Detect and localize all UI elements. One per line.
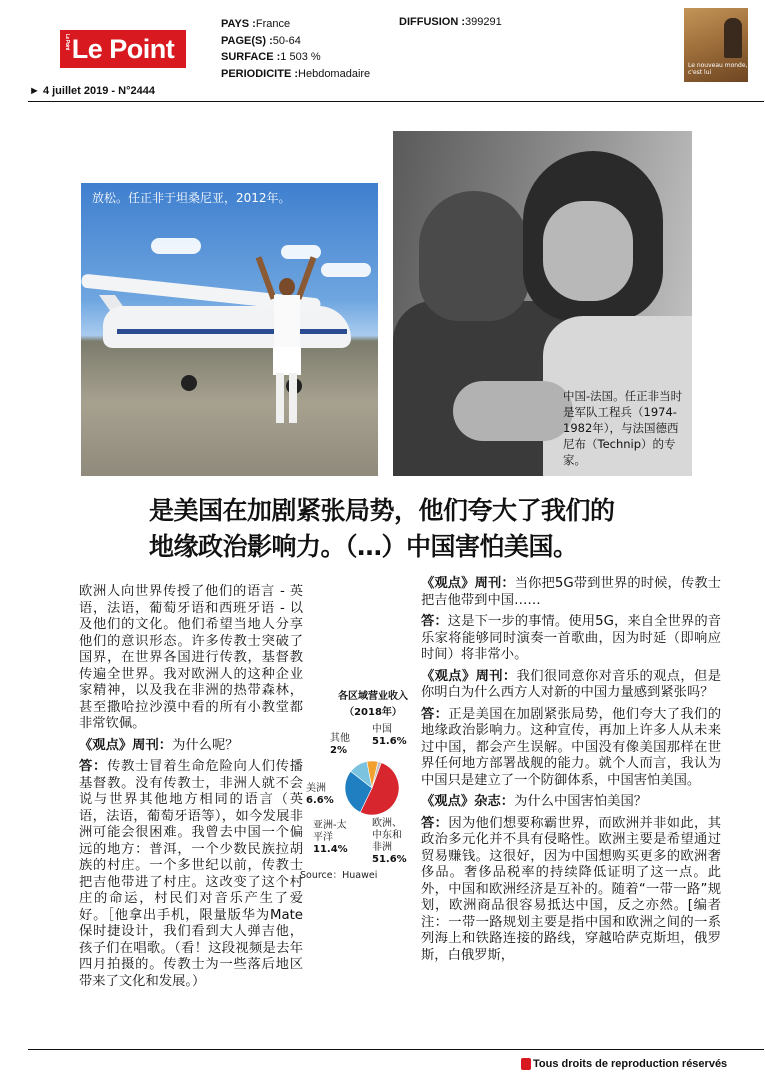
pie-label-value: 6.6% xyxy=(306,795,334,806)
photo-right-caption: 中国-法国。任正非当时是军队工程兵（1974-1982年），与法国德西尼布（Technip）的专家。 xyxy=(563,389,683,467)
paragraph xyxy=(79,738,303,755)
pie-label-value: 51.6% xyxy=(372,854,407,865)
diffusion-value: 399291 xyxy=(465,16,502,28)
jumping-man xyxy=(267,278,305,428)
pays-label: PAYS : xyxy=(221,18,256,30)
pages-label: PAGE(S) : xyxy=(221,34,273,47)
paragraph xyxy=(421,816,721,965)
paragraph-text: 因为他们想要称霸世界，而欧洲并非如此，其政治多元化并不具有侵略性。欧洲主要是希望通过贸易赚钱。这很好，因为中国想购买更多的欧洲奢侈品。奢侈品税率的持续降低证明了这一点。此外，中国和欧洲经济是互补的。随着“一带一路”规划，欧洲商品很容易抵达中国，反之亦然。[编者注：一带一路规划主要是指中国和欧洲之间的一系列海上和铁路连接的路线，穿越哈萨克斯坦，俄罗斯，白俄罗斯， xyxy=(421,815,722,963)
pie-label-value: 51.6% xyxy=(372,736,407,747)
cloud xyxy=(151,238,201,254)
publication-logo xyxy=(60,30,186,68)
pie-label-name: 中国 xyxy=(372,724,392,735)
pie-label-value: 2% xyxy=(330,745,347,756)
speaker-label: 答： xyxy=(421,706,449,722)
paragraph xyxy=(421,794,721,811)
pie-label-americas xyxy=(306,783,334,807)
headline: 是美国在加剧紧张局势，他们夸大了我们的地缘政治影响力。（…）中国害怕美国。 xyxy=(149,496,615,561)
paragraph xyxy=(421,614,721,664)
chart-source: Source：Huawei xyxy=(300,870,378,881)
leg xyxy=(289,373,297,423)
paragraph-text: 我们很同意你对音乐的观点，但是你明白为什么西方人对新的中国力量感到紧张吗？ xyxy=(421,668,722,700)
paragraph-text: 为什么呢？ xyxy=(172,737,239,753)
cloud xyxy=(321,263,371,277)
logo-text: Le Point xyxy=(71,34,175,64)
article-column-right xyxy=(421,576,721,969)
photo-left-caption: 放松。任正非于坦桑尼亚，2012年。 xyxy=(92,191,291,205)
surface-value: 1 503 % xyxy=(280,51,321,63)
speaker-label: 《观点》周刊： xyxy=(421,576,515,591)
plane-body xyxy=(103,306,351,348)
pages-value: 50-64 xyxy=(272,34,301,47)
logo-small-text: Le Point xyxy=(64,34,70,50)
pie-label-value: 11.4% xyxy=(313,844,348,855)
pie-label-name: 美洲 xyxy=(306,783,326,794)
pie-label-china xyxy=(372,724,407,748)
chart-title: 各区域营业收入 xyxy=(338,691,408,702)
speaker-label: 《观点》周刊： xyxy=(421,668,517,684)
chart-subtitle: （2018年） xyxy=(344,707,402,718)
pie-label-other xyxy=(330,733,350,757)
rights-notice: Tous droits de reproduction réservés xyxy=(533,1058,728,1070)
shirt xyxy=(274,295,300,347)
speaker-label: 《观点》杂志： xyxy=(421,794,515,809)
paragraph-text: 欧洲人向世界传授了他们的语言 - 英语，法语，葡萄牙语和西班牙语 - 以及他们的文化。他们希望当地人分享他们的意识形态。许多传教士突破了国界，在世界各国进行传教，基督教传遍全世界。我对欧洲人的这种企业家精神，以及我在非洲的热带森林，甚至撒哈拉沙漠中看的所有小教堂都非常钦佩。 xyxy=(79,584,303,731)
pie-label-emea xyxy=(372,818,408,866)
paragraph xyxy=(79,584,303,733)
cover-caption: Le nouveau monde, c'est lui xyxy=(688,62,748,76)
speaker-label: 《观点》周刊： xyxy=(79,737,173,753)
pie-label-name: 其他 xyxy=(330,733,350,744)
paragraph-text: 为什么中国害怕美国？ xyxy=(514,794,648,809)
paragraph-text: 传教士冒着生命危险向人们传播基督教。没有传教士，非洲人就不会说与世界其他地方相同的语言（英语，法语，葡萄牙语等），如今发展非洲可能会很困难。我曾去中国一个偏远的地方：普洱，一个少数民族拉胡族的村庄。一个多世纪以前，传教士把吉他带进了村庄。这改变了这个村庄的命运，村民们对音乐产生了爱好。［他拿出手机，限量版华为Mate保时捷设计，我们看到大人弹吉他，孩子们在唱歌。（看！这段视频是去年四月拍摄的。传教士为一些落后地区带来了文化和发展。） xyxy=(79,759,303,989)
pie-label-asia-pacific xyxy=(313,820,349,856)
revenue-pie-chart xyxy=(344,760,400,816)
photo-tanzania xyxy=(81,183,378,476)
person-bearded-face xyxy=(543,201,633,301)
article-column-left xyxy=(79,584,303,995)
speaker-label: 答： xyxy=(79,759,108,774)
hands xyxy=(453,381,573,441)
leg xyxy=(276,373,284,423)
person-uniform-head xyxy=(419,191,529,321)
arm xyxy=(296,256,317,299)
pie-label-name: 欧洲、中东和非洲 xyxy=(372,818,402,853)
pie-label-name: 亚洲-太平洋 xyxy=(313,820,347,843)
surface-label: SURFACE : xyxy=(221,51,281,63)
publication-meta xyxy=(221,16,370,82)
paragraph-text: 这是下一步的事情。使用5G，来自全世界的音乐家将能够同时演奏一首歌曲，因为时延（即响应时间）将非常小。 xyxy=(421,614,722,662)
plane-wheel xyxy=(181,375,197,391)
speaker-label: 答： xyxy=(421,614,448,629)
plane-stripe xyxy=(117,329,347,334)
paragraph xyxy=(79,759,303,990)
header-divider xyxy=(28,101,764,102)
pays-value: France xyxy=(255,18,291,30)
paragraph xyxy=(421,707,721,790)
paragraph xyxy=(421,669,721,702)
cover-thumbnail xyxy=(684,8,748,82)
footer-divider xyxy=(28,1049,764,1050)
diffusion xyxy=(399,16,502,28)
periodicite-label: PERIODICITE : xyxy=(221,67,299,80)
diffusion-label: DIFFUSION : xyxy=(399,16,465,28)
head xyxy=(279,278,295,296)
copyright-icon xyxy=(521,1058,531,1070)
periodicite-value: Hebdomadaire xyxy=(298,67,371,80)
speaker-label: 答： xyxy=(421,815,449,831)
paragraph-text: 正是美国在加剧紧张局势，他们夸大了我们的地缘政治影响力。这种宣传，再加上许多人从未来过中国，都会产生误解。中国没有像美国那样在世界任何地方部署战舰的能力。就个人而言，我认为中国只是建立了一个防御体系，中国害怕美国。 xyxy=(421,706,722,788)
shorts xyxy=(273,347,301,375)
issue-date: ► 4 juillet 2019 - N°2444 xyxy=(29,85,155,97)
paragraph xyxy=(421,576,721,609)
cover-figure xyxy=(724,18,742,58)
paragraph-text: 当你把5G带到世界的时候，传教士把吉他带到中国…… xyxy=(421,576,722,608)
